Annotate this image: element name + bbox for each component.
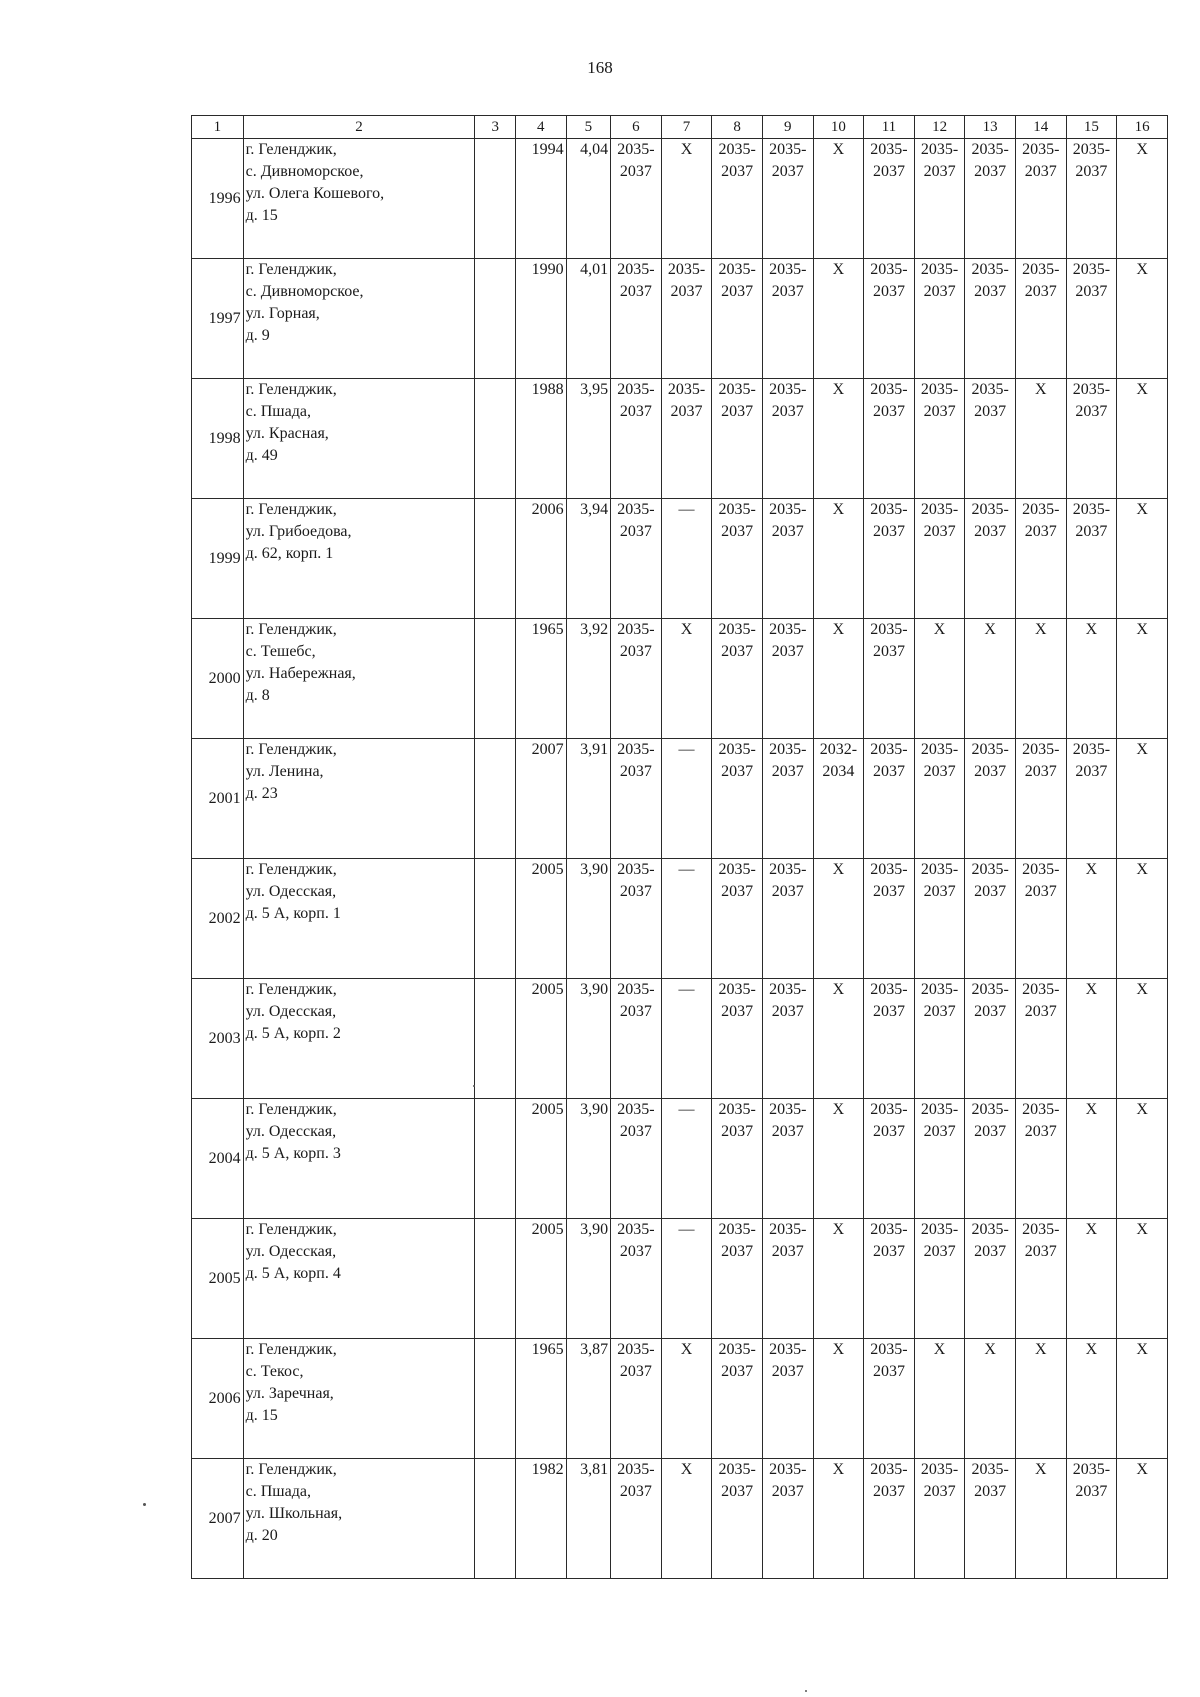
period-cell-col-6: 2035- 2037 [611,1219,662,1339]
scan-speck [805,1690,807,1692]
table-row [192,1099,1168,1219]
period-cell-col-10: X [813,259,864,379]
period-cell-col-13: 2035- 2037 [965,739,1016,859]
period-cell-col-11: 2035- 2037 [864,139,915,259]
period-cell-col-7: X [661,1339,712,1459]
table-row [192,259,1168,379]
period-cell-col-16: X [1117,139,1168,259]
period-cell-col-12: 2035- 2037 [914,1219,965,1339]
period-cell-col-14: X [1015,619,1066,739]
period-cell-col-16: X [1117,1099,1168,1219]
period-cell-col-15: X [1066,979,1117,1099]
period-cell-col-14: X [1015,379,1066,499]
column-number-row [192,116,1168,139]
period-cell-col-16: X [1117,859,1168,979]
period-cell-col-10: X [813,619,864,739]
build-year-cell: 1990 [515,259,566,379]
period-cell-col-15: X [1066,859,1117,979]
address-cell: г. Геленджик, ул. Одесская, д. 5 А, корп. 3 [243,1099,475,1219]
scan-speck [473,1085,475,1087]
column-3-cell [475,1099,515,1219]
period-cell-col-7: 2035- 2037 [661,259,712,379]
address-cell: г. Геленджик, с. Текос, ул. Заречная, д. 15 [243,1339,475,1459]
period-cell-col-15: X [1066,619,1117,739]
address-cell: г. Геленджик, с. Тешебс, ул. Набережная, д. 8 [243,619,475,739]
address-cell: г. Геленджик, ул. Ленина, д. 23 [243,739,475,859]
period-cell-col-14: 2035- 2037 [1015,859,1066,979]
period-cell-col-7: — [661,1219,712,1339]
period-cell-col-12: 2035- 2037 [914,379,965,499]
period-cell-col-16: X [1117,1339,1168,1459]
area-cell: 3,94 [566,499,611,619]
address-cell: г. Геленджик, с. Дивноморское, ул. Горная, д. 9 [243,259,475,379]
build-year-cell: 2005 [515,859,566,979]
column-header-2: 2 [243,116,475,139]
address-cell: г. Геленджик, ул. Грибоедова, д. 62, корп. 1 [243,499,475,619]
period-cell-col-11: 2035- 2037 [864,619,915,739]
area-cell: 3,81 [566,1459,611,1579]
row-number-cell: 1996 [192,139,244,259]
period-cell-col-11: 2035- 2037 [864,1339,915,1459]
build-year-cell: 2005 [515,1099,566,1219]
row-number-cell: 2005 [192,1219,244,1339]
period-cell-col-14: 2035- 2037 [1015,979,1066,1099]
period-cell-col-11: 2035- 2037 [864,1219,915,1339]
period-cell-col-10: X [813,379,864,499]
table-row [192,739,1168,859]
column-header-1: 1 [192,116,244,139]
period-cell-col-13: 2035- 2037 [965,979,1016,1099]
period-cell-col-6: 2035- 2037 [611,619,662,739]
row-number-cell: 2003 [192,979,244,1099]
column-3-cell [475,259,515,379]
column-header-4: 4 [515,116,566,139]
area-cell: 3,91 [566,739,611,859]
period-cell-col-7: — [661,979,712,1099]
area-cell: 3,90 [566,1219,611,1339]
period-cell-col-15: 2035- 2037 [1066,739,1117,859]
period-cell-col-16: X [1117,619,1168,739]
period-cell-col-15: X [1066,1339,1117,1459]
period-cell-col-15: X [1066,1099,1117,1219]
area-cell: 3,92 [566,619,611,739]
period-cell-col-12: 2035- 2037 [914,739,965,859]
period-cell-col-10: X [813,499,864,619]
table-body [192,139,1168,1579]
period-cell-col-10: X [813,1459,864,1579]
period-cell-col-15: 2035- 2037 [1066,139,1117,259]
table-row [192,499,1168,619]
period-cell-col-9: 2035- 2037 [762,859,813,979]
period-cell-col-12: 2035- 2037 [914,1459,965,1579]
period-cell-col-10: X [813,859,864,979]
period-cell-col-13: 2035- 2037 [965,859,1016,979]
row-number-cell: 1998 [192,379,244,499]
table-row [192,979,1168,1099]
period-cell-col-9: 2035- 2037 [762,1339,813,1459]
column-header-9: 9 [762,116,813,139]
table-row [192,1219,1168,1339]
period-cell-col-7: — [661,499,712,619]
period-cell-col-14: 2035- 2037 [1015,739,1066,859]
period-cell-col-16: X [1117,1219,1168,1339]
period-cell-col-9: 2035- 2037 [762,379,813,499]
period-cell-col-6: 2035- 2037 [611,259,662,379]
row-number-cell: 2001 [192,739,244,859]
period-cell-col-8: 2035- 2037 [712,1099,763,1219]
period-cell-col-8: 2035- 2037 [712,979,763,1099]
period-cell-col-12: 2035- 2037 [914,1099,965,1219]
period-cell-col-10: X [813,1219,864,1339]
column-header-14: 14 [1015,116,1066,139]
period-cell-col-8: 2035- 2037 [712,619,763,739]
address-cell: г. Геленджик, с. Пшада, ул. Красная, д. 49 [243,379,475,499]
address-cell: г. Геленджик, ул. Одесская, д. 5 А, корп. 2 [243,979,475,1099]
period-cell-col-15: 2035- 2037 [1066,259,1117,379]
period-cell-col-16: X [1117,379,1168,499]
table-header [192,116,1168,139]
period-cell-col-16: X [1117,739,1168,859]
period-cell-col-8: 2035- 2037 [712,139,763,259]
period-cell-col-6: 2035- 2037 [611,859,662,979]
period-cell-col-7: X [661,1459,712,1579]
build-year-cell: 2005 [515,979,566,1099]
column-header-16: 16 [1117,116,1168,139]
row-number-cell: 2002 [192,859,244,979]
period-cell-col-9: 2035- 2037 [762,499,813,619]
column-3-cell [475,379,515,499]
period-cell-col-11: 2035- 2037 [864,379,915,499]
period-cell-col-12: X [914,619,965,739]
table-row [192,1459,1168,1579]
column-3-cell [475,139,515,259]
area-cell: 3,90 [566,979,611,1099]
build-year-cell: 1965 [515,1339,566,1459]
period-cell-col-13: 2035- 2037 [965,1459,1016,1579]
period-cell-col-6: 2035- 2037 [611,1099,662,1219]
period-cell-col-14: X [1015,1459,1066,1579]
column-3-cell [475,499,515,619]
period-cell-col-12: 2035- 2037 [914,139,965,259]
period-cell-col-7: — [661,739,712,859]
period-cell-col-11: 2035- 2037 [864,859,915,979]
housing-register-table [191,115,1168,1579]
period-cell-col-15: 2035- 2037 [1066,499,1117,619]
period-cell-col-14: X [1015,1339,1066,1459]
period-cell-col-6: 2035- 2037 [611,979,662,1099]
row-number-cell: 2000 [192,619,244,739]
row-number-cell: 1999 [192,499,244,619]
period-cell-col-15: X [1066,1219,1117,1339]
column-3-cell [475,1339,515,1459]
period-cell-col-12: 2035- 2037 [914,259,965,379]
period-cell-col-10: X [813,979,864,1099]
period-cell-col-12: 2035- 2037 [914,979,965,1099]
address-cell: г. Геленджик, с. Дивноморское, ул. Олега Кошевого, д. 15 [243,139,475,259]
period-cell-col-16: X [1117,499,1168,619]
table-row [192,1339,1168,1459]
period-cell-col-8: 2035- 2037 [712,499,763,619]
period-cell-col-14: 2035- 2037 [1015,259,1066,379]
period-cell-col-7: X [661,139,712,259]
area-cell: 4,04 [566,139,611,259]
period-cell-col-9: 2035- 2037 [762,1219,813,1339]
build-year-cell: 1965 [515,619,566,739]
column-header-5: 5 [566,116,611,139]
period-cell-col-9: 2035- 2037 [762,979,813,1099]
column-header-12: 12 [914,116,965,139]
period-cell-col-11: 2035- 2037 [864,1099,915,1219]
period-cell-col-11: 2035- 2037 [864,739,915,859]
column-3-cell [475,979,515,1099]
period-cell-col-10: X [813,1339,864,1459]
period-cell-col-13: 2035- 2037 [965,379,1016,499]
period-cell-col-16: X [1117,979,1168,1099]
period-cell-col-11: 2035- 2037 [864,1459,915,1579]
column-header-13: 13 [965,116,1016,139]
period-cell-col-14: 2035- 2037 [1015,139,1066,259]
build-year-cell: 2006 [515,499,566,619]
period-cell-col-9: 2035- 2037 [762,739,813,859]
period-cell-col-8: 2035- 2037 [712,1219,763,1339]
period-cell-col-8: 2035- 2037 [712,259,763,379]
period-cell-col-13: 2035- 2037 [965,1219,1016,1339]
build-year-cell: 2005 [515,1219,566,1339]
column-header-7: 7 [661,116,712,139]
period-cell-col-9: 2035- 2037 [762,1459,813,1579]
period-cell-col-13: X [965,619,1016,739]
period-cell-col-14: 2035- 2037 [1015,1099,1066,1219]
period-cell-col-12: X [914,1339,965,1459]
row-number-cell: 1997 [192,259,244,379]
period-cell-col-8: 2035- 2037 [712,859,763,979]
row-number-cell: 2006 [192,1339,244,1459]
row-number-cell: 2007 [192,1459,244,1579]
period-cell-col-7: — [661,1099,712,1219]
period-cell-col-10: X [813,139,864,259]
column-header-6: 6 [611,116,662,139]
period-cell-col-8: 2035- 2037 [712,1459,763,1579]
build-year-cell: 1988 [515,379,566,499]
area-cell: 3,87 [566,1339,611,1459]
address-cell: г. Геленджик, ул. Одесская, д. 5 А, корп. 1 [243,859,475,979]
period-cell-col-6: 2035- 2037 [611,1459,662,1579]
period-cell-col-7: X [661,619,712,739]
period-cell-col-9: 2035- 2037 [762,139,813,259]
period-cell-col-9: 2035- 2037 [762,259,813,379]
period-cell-col-15: 2035- 2037 [1066,379,1117,499]
column-header-10: 10 [813,116,864,139]
area-cell: 3,90 [566,1099,611,1219]
period-cell-col-11: 2035- 2037 [864,979,915,1099]
period-cell-col-6: 2035- 2037 [611,379,662,499]
period-cell-col-13: 2035- 2037 [965,139,1016,259]
column-header-8: 8 [712,116,763,139]
period-cell-col-15: 2035- 2037 [1066,1459,1117,1579]
table-row [192,619,1168,739]
scan-speck [143,1503,146,1506]
period-cell-col-6: 2035- 2037 [611,139,662,259]
page-number: 168 [587,58,613,77]
period-cell-col-11: 2035- 2037 [864,259,915,379]
period-cell-col-8: 2035- 2037 [712,1339,763,1459]
column-header-15: 15 [1066,116,1117,139]
period-cell-col-6: 2035- 2037 [611,499,662,619]
table-row [192,379,1168,499]
period-cell-col-7: — [661,859,712,979]
address-cell: г. Геленджик, с. Пшада, ул. Школьная, д. 20 [243,1459,475,1579]
period-cell-col-13: 2035- 2037 [965,1099,1016,1219]
column-header-3: 3 [475,116,515,139]
period-cell-col-12: 2035- 2037 [914,499,965,619]
area-cell: 4,01 [566,259,611,379]
period-cell-col-14: 2035- 2037 [1015,1219,1066,1339]
row-number-cell: 2004 [192,1099,244,1219]
period-cell-col-8: 2035- 2037 [712,379,763,499]
build-year-cell: 1994 [515,139,566,259]
table-row [192,859,1168,979]
period-cell-col-11: 2035- 2037 [864,499,915,619]
build-year-cell: 2007 [515,739,566,859]
period-cell-col-10: 2032- 2034 [813,739,864,859]
column-header-11: 11 [864,116,915,139]
period-cell-col-13: X [965,1339,1016,1459]
period-cell-col-13: 2035- 2037 [965,259,1016,379]
period-cell-col-9: 2035- 2037 [762,619,813,739]
column-3-cell [475,859,515,979]
period-cell-col-14: 2035- 2037 [1015,499,1066,619]
table-row [192,139,1168,259]
period-cell-col-16: X [1117,1459,1168,1579]
period-cell-col-6: 2035- 2037 [611,739,662,859]
period-cell-col-13: 2035- 2037 [965,499,1016,619]
period-cell-col-6: 2035- 2037 [611,1339,662,1459]
period-cell-col-7: 2035- 2037 [661,379,712,499]
period-cell-col-12: 2035- 2037 [914,859,965,979]
area-cell: 3,95 [566,379,611,499]
column-3-cell [475,1219,515,1339]
period-cell-col-8: 2035- 2037 [712,739,763,859]
column-3-cell [475,1459,515,1579]
area-cell: 3,90 [566,859,611,979]
address-cell: г. Геленджик, ул. Одесская, д. 5 А, корп. 4 [243,1219,475,1339]
period-cell-col-16: X [1117,259,1168,379]
period-cell-col-9: 2035- 2037 [762,1099,813,1219]
column-3-cell [475,739,515,859]
build-year-cell: 1982 [515,1459,566,1579]
column-3-cell [475,619,515,739]
period-cell-col-10: X [813,1099,864,1219]
